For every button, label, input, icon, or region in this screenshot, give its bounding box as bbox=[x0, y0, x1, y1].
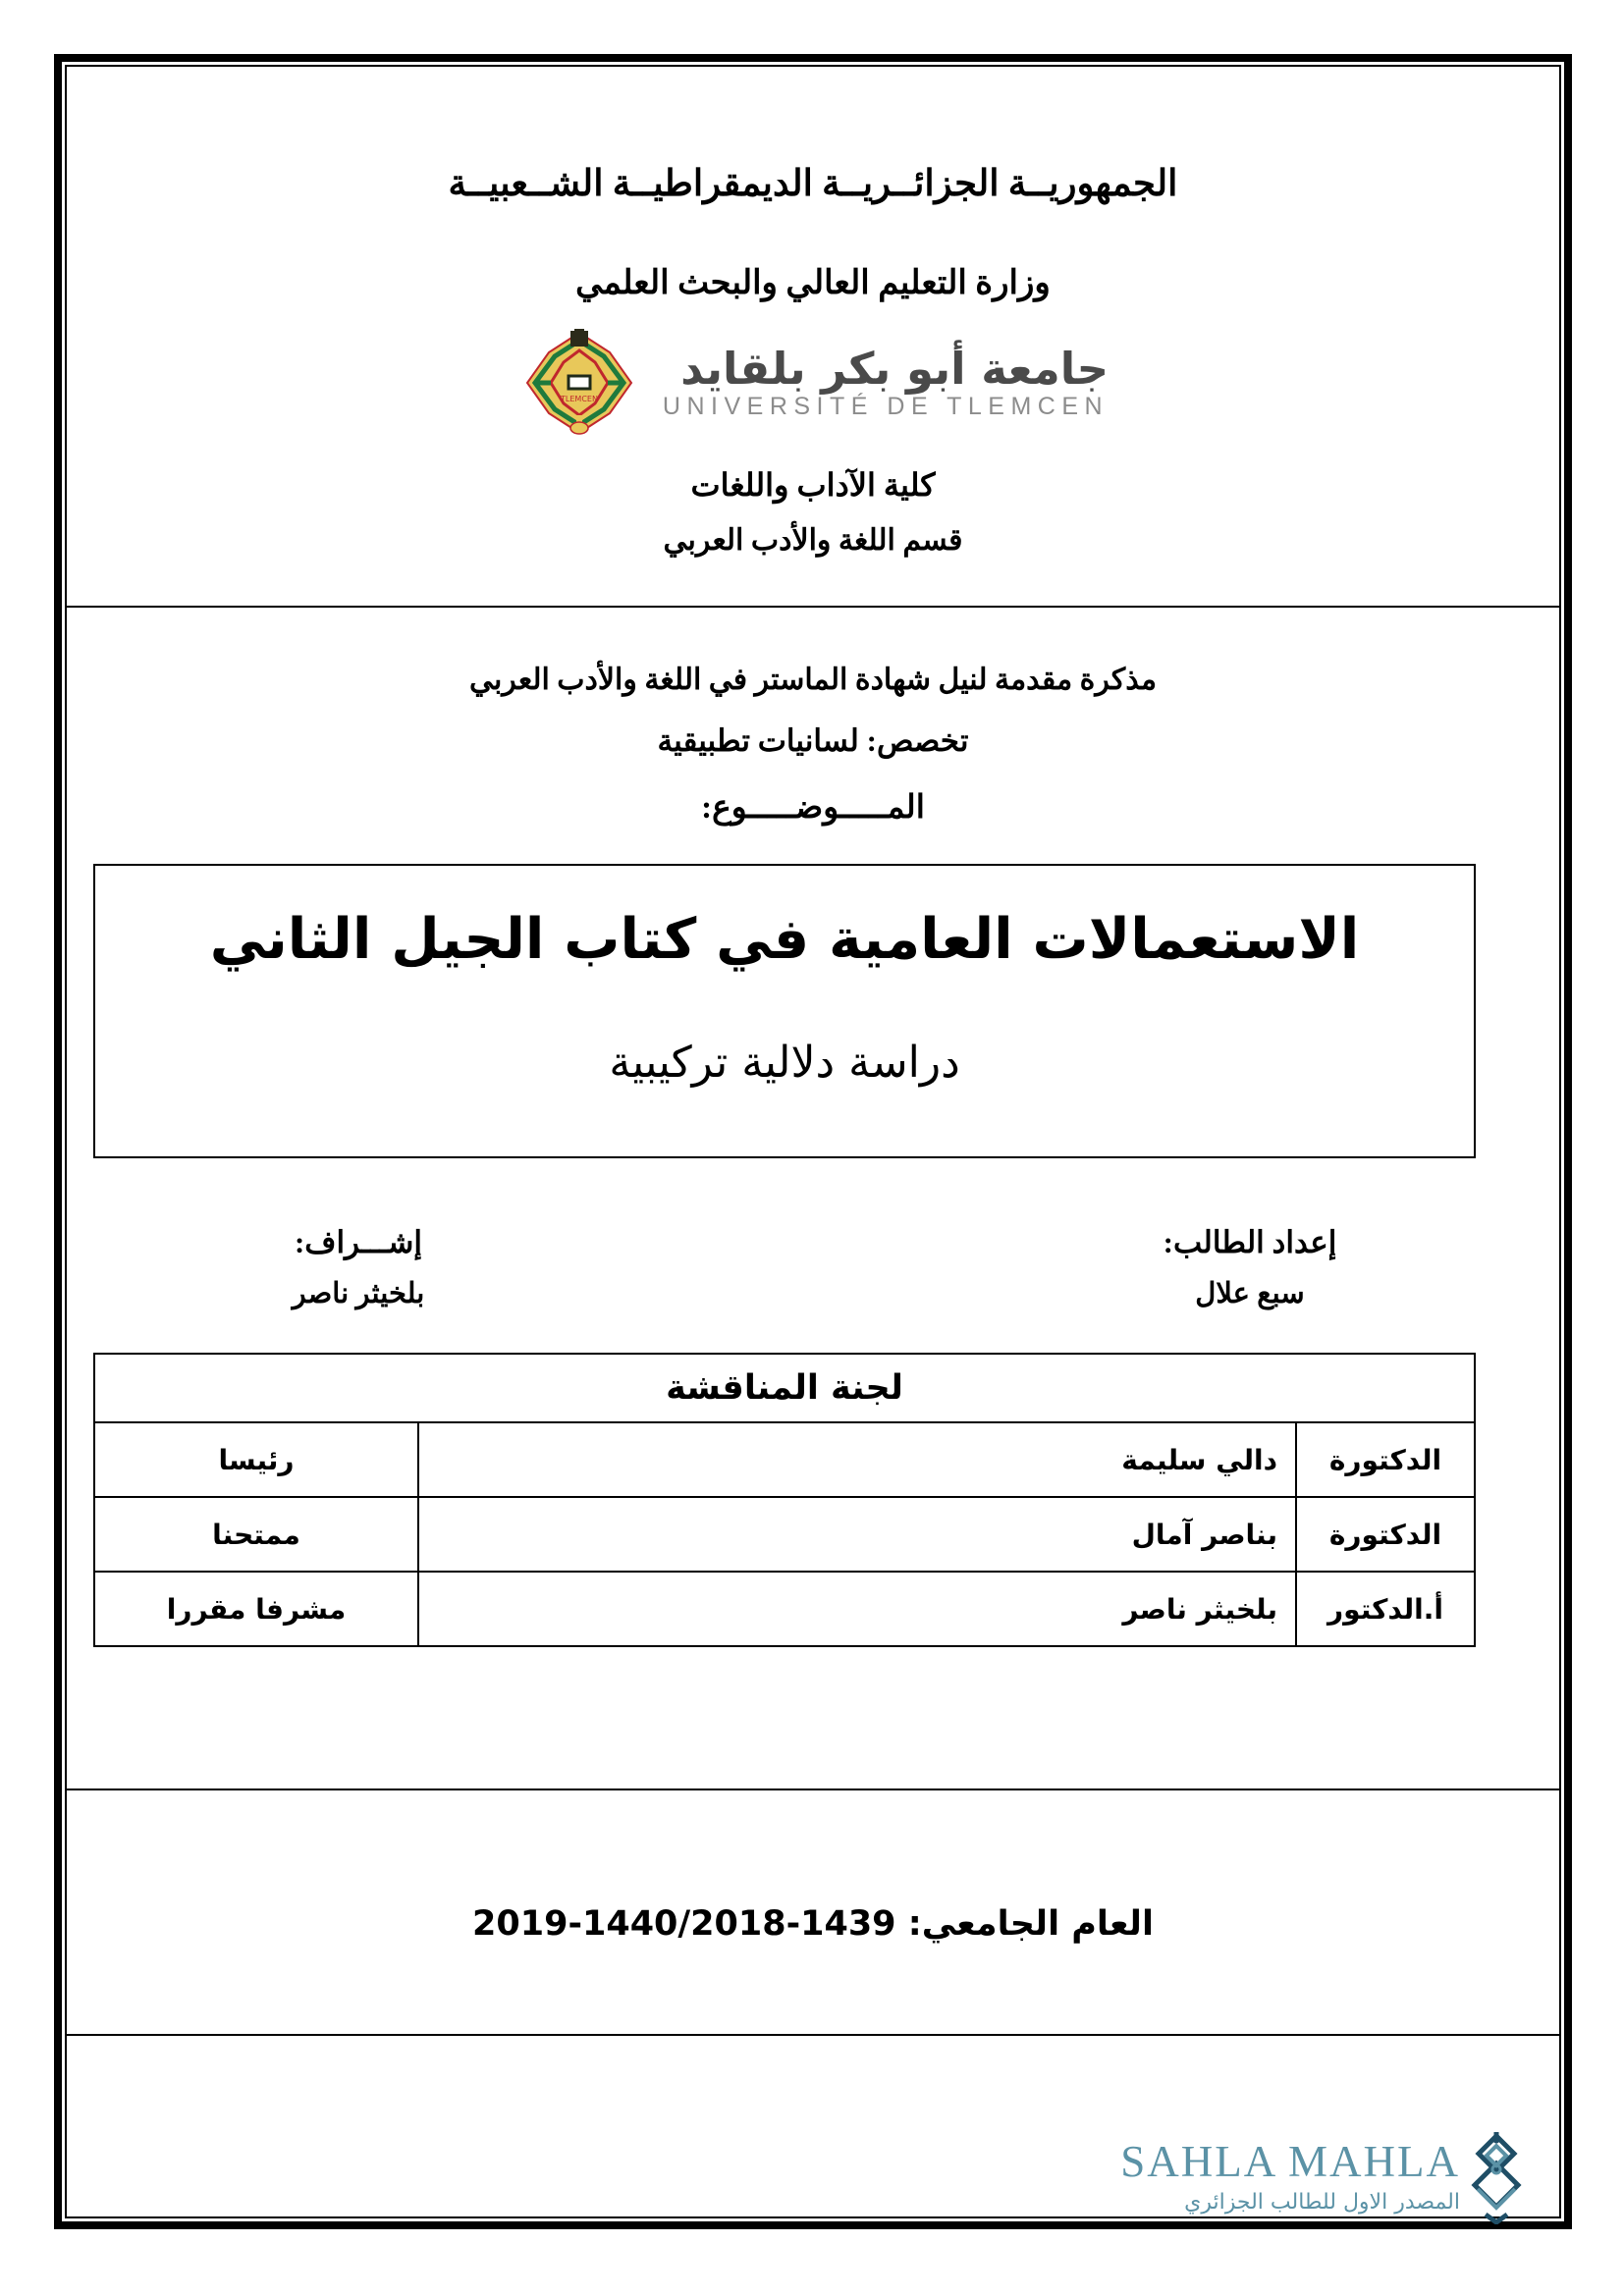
department-line: قسم اللغة والأدب العربي bbox=[663, 524, 963, 557]
university-wordmark bbox=[662, 343, 1110, 420]
degree-statement: مذكرة مقدمة لنيل شهادة الماستر في اللغة والأدب العربي bbox=[468, 664, 1158, 696]
table-row bbox=[94, 1497, 1475, 1572]
svg-text:TLEMCEN: TLEMCEN bbox=[560, 395, 598, 403]
thesis-title: الاستعمالات العامية في كتاب الجيل الثاني bbox=[209, 907, 1360, 972]
jury-member-title: الدكتورة bbox=[1296, 1422, 1475, 1497]
authorship-block bbox=[93, 1225, 1476, 1333]
university-logo bbox=[245, 324, 1384, 442]
student-label: إعداد الطالب: bbox=[1163, 1225, 1337, 1259]
table-row bbox=[94, 1422, 1475, 1497]
university-emblem-icon bbox=[521, 329, 637, 437]
subject-label: المـــــوضـــــوع: bbox=[701, 790, 925, 826]
jury-member-role: رئيسا bbox=[94, 1422, 418, 1497]
jury-member-role: ممتحنا bbox=[94, 1497, 418, 1572]
section-divider-header bbox=[67, 606, 1559, 608]
table-row bbox=[94, 1572, 1475, 1646]
watermark-title: SAHLA MAHLA bbox=[1120, 2137, 1460, 2186]
supervisor-label: إشـــراف: bbox=[294, 1225, 422, 1259]
jury-heading-row bbox=[94, 1354, 1475, 1422]
jury-member-name: دالي سليمة bbox=[418, 1422, 1296, 1497]
watermark-tagline: المصدر الاول للطالب الجزائري bbox=[1184, 2190, 1460, 2215]
thesis-subtitle: دراسة دلالية تركيبية bbox=[609, 1038, 960, 1088]
jury-member-title: الدكتورة bbox=[1296, 1497, 1475, 1572]
jury-table bbox=[93, 1353, 1476, 1647]
academic-year: العام الجامعي: 1439-1440/2018-2019 bbox=[472, 1904, 1154, 1944]
ministry-line: وزارة التعليم العالي والبحث العلمي bbox=[575, 265, 1051, 301]
section-divider-jury bbox=[67, 1789, 1559, 1790]
title-box bbox=[93, 864, 1476, 1158]
republic-line: الجمهوريــة الجزائــريــة الديمقراطيــة الشــعبيــة bbox=[448, 164, 1178, 204]
watermark-text bbox=[1120, 2137, 1460, 2215]
jury-member-name: بلخيثر ناصر bbox=[418, 1572, 1296, 1646]
university-name-arabic: جامعة أبو بكر بلقايد bbox=[680, 343, 1110, 395]
section-divider-footer bbox=[67, 2034, 1559, 2036]
student-name: سبع علال bbox=[1195, 1278, 1305, 1309]
faculty-line: كلية الآداب واللغات bbox=[690, 467, 936, 503]
jury-member-role: مشرفا مقررا bbox=[94, 1572, 418, 1646]
student-block bbox=[1044, 1225, 1456, 1310]
supervisor-name: بلخيثر ناصر bbox=[292, 1278, 425, 1309]
speciality-line: تخصص: لسانيات تطبيقية bbox=[657, 723, 969, 758]
sahla-mahla-watermark bbox=[1065, 2118, 1527, 2236]
university-name-french: UNIVERSITÉ DE TLEMCEN bbox=[662, 393, 1110, 420]
supervisor-block bbox=[152, 1225, 565, 1310]
jury-heading: لجنة المناقشة bbox=[94, 1354, 1475, 1422]
sahla-mahla-logo-icon bbox=[1466, 2130, 1527, 2224]
jury-member-title: أ.الدكتور bbox=[1296, 1572, 1475, 1646]
jury-member-name: بناصر آمال bbox=[418, 1497, 1296, 1572]
